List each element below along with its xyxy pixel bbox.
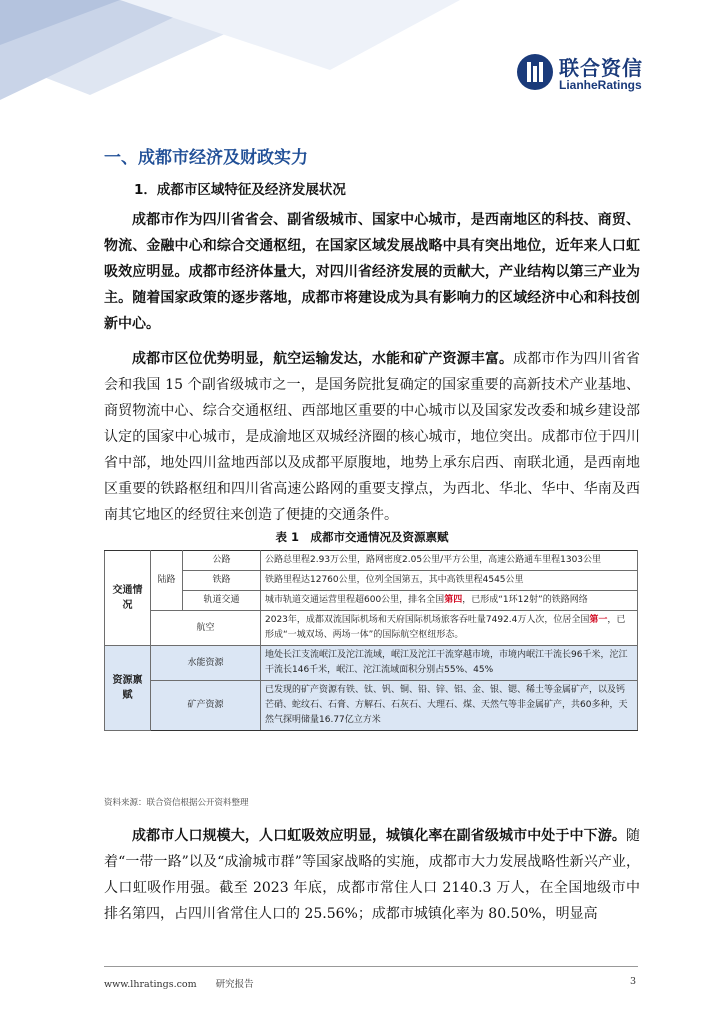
- air-text-b: ，已形成“一城双场、两场一体”的国际航空枢纽形态。: [265, 615, 626, 640]
- mineral-text: 已发现的矿产资源有铁、钛、钒、铜、铅、锌、铝、金、银、锶、稀土等金属矿产，以及钙芒硝、蛇纹石、石膏、方解石、石灰石、大理石、煤、天然气等非金属矿产，共60多种，天然气探明储量16.77亿立方米: [261, 681, 638, 731]
- hydro-text: 地处长江支流岷江及沱江流域，岷江及沱江干流穿越市境，市境内岷江干流长96千米，沱江干流长146千米，岷江、沱江流域面积分别占55%、45%: [261, 646, 638, 681]
- population-body: 随着“一带一路”以及“成渝城市群”等国家战略的实施，成都市大力发展战略性新兴产业，人口虹吸作用强。截至 2023 年底，成都市常住人口 2140.3 万人，在全国地级市中排名第四，占四川省常住人口的 25.56%；成都市城镇化率为 80.50%，明显高: [104, 828, 640, 922]
- location-body: 成都市作为四川省省会和我国 15 个副省级城市之一，是国务院批复确定的国家重要的高新技术产业基地、商贸物流中心、综合交通枢纽、西部地区重要的中心城市以及国家发改委和城乡建设部认定的国家中心城市，是成渝地区双城经济圈的核心城市，地位突出。成都市位于四川省中部，地处四川盆地西部以及成都平原腹地，地势上承东启西、南联北通，是西南地区重要的铁路枢纽和四川省高速公路网的重要支撑点，为西北、华北、华中、华南及西南其它地区的经贸往来创造了便捷的交通条件。: [104, 351, 641, 523]
- footer-website: www.lhratings.com 研究报告: [104, 979, 254, 990]
- metro-text: [261, 591, 638, 611]
- section-title: 一、成都市经济及财政实力: [104, 148, 308, 168]
- metro-rank: 第四: [444, 595, 463, 605]
- table-row: [105, 591, 638, 611]
- rail-text: 铁路里程达12760公里，位列全国第五，其中高铁里程4545公里: [261, 571, 638, 591]
- footer-divider: [104, 966, 638, 967]
- air-rank: 第一: [589, 615, 608, 625]
- company-logo: [515, 52, 715, 96]
- population-paragraph: [104, 823, 640, 927]
- summary-paragraph: 成都市作为四川省省会、副省级城市、国家中心城市，是西南地区的科技、商贸、物流、金融中心和综合交通枢纽，在国家区域发展战略中具有突出地位，近年来人口虹吸效应明显。成都市经济体量大，对四川省经济发展的贡献大，产业结构以第三产业为主。随着国家政策的逐步落地，成都市将建设成为具有影响力的区域经济中心和科技创新中心。: [104, 212, 640, 332]
- air-label: 航空: [151, 611, 261, 646]
- transport-category: 交通情况: [105, 551, 151, 646]
- logo-text-en: LianheRatings: [559, 78, 642, 92]
- table-row: [105, 611, 638, 646]
- table-source: 资料来源：联合资信根据公开资料整理: [104, 798, 249, 808]
- rail-label: 铁路: [183, 571, 261, 591]
- page-number: 3: [630, 976, 637, 987]
- table-row: [105, 571, 638, 591]
- subsection-title: 1．成都市区域特征及经济发展状况: [134, 182, 346, 198]
- metro-label: 轨道交通: [183, 591, 261, 611]
- population-lead: 成都市人口规模大，人口虹吸效应明显，城镇化率在副省级城市中处于中下游。: [132, 828, 626, 844]
- table-row: [105, 646, 638, 681]
- metro-text-b: ，已形成“1环12射”的铁路网络: [462, 595, 588, 605]
- air-text-a: 2023年，成都双流国际机场和天府国际机场旅客吞吐量7492.4万人次，位居全国: [265, 615, 590, 625]
- air-text: [261, 611, 638, 646]
- mineral-label: 矿产资源: [151, 681, 261, 731]
- resources-category: 资源禀赋: [105, 646, 151, 731]
- logo-mark-icon: [515, 52, 555, 92]
- road-label: 公路: [183, 551, 261, 571]
- logo-text-cn: 联合资信: [559, 56, 643, 80]
- road-text: 公路总里程2.93万公里，路网密度2.05公里/平方公里，高速公路通车里程1303公里: [261, 551, 638, 571]
- location-paragraph: [104, 346, 640, 528]
- land-label: 陆路: [151, 551, 183, 611]
- transport-resource-table: [104, 550, 638, 731]
- table-row: [105, 551, 638, 571]
- table-caption: 表 1 成都市交通情况及资源禀赋: [275, 530, 449, 544]
- metro-text-a: 城市轨道交通运营里程超600公里，排名全国: [265, 595, 445, 605]
- table-row: [105, 681, 638, 731]
- location-lead: 成都市区位优势明显，航空运输发达，水能和矿产资源丰富。: [132, 351, 514, 367]
- hydro-label: 水能资源: [151, 646, 261, 681]
